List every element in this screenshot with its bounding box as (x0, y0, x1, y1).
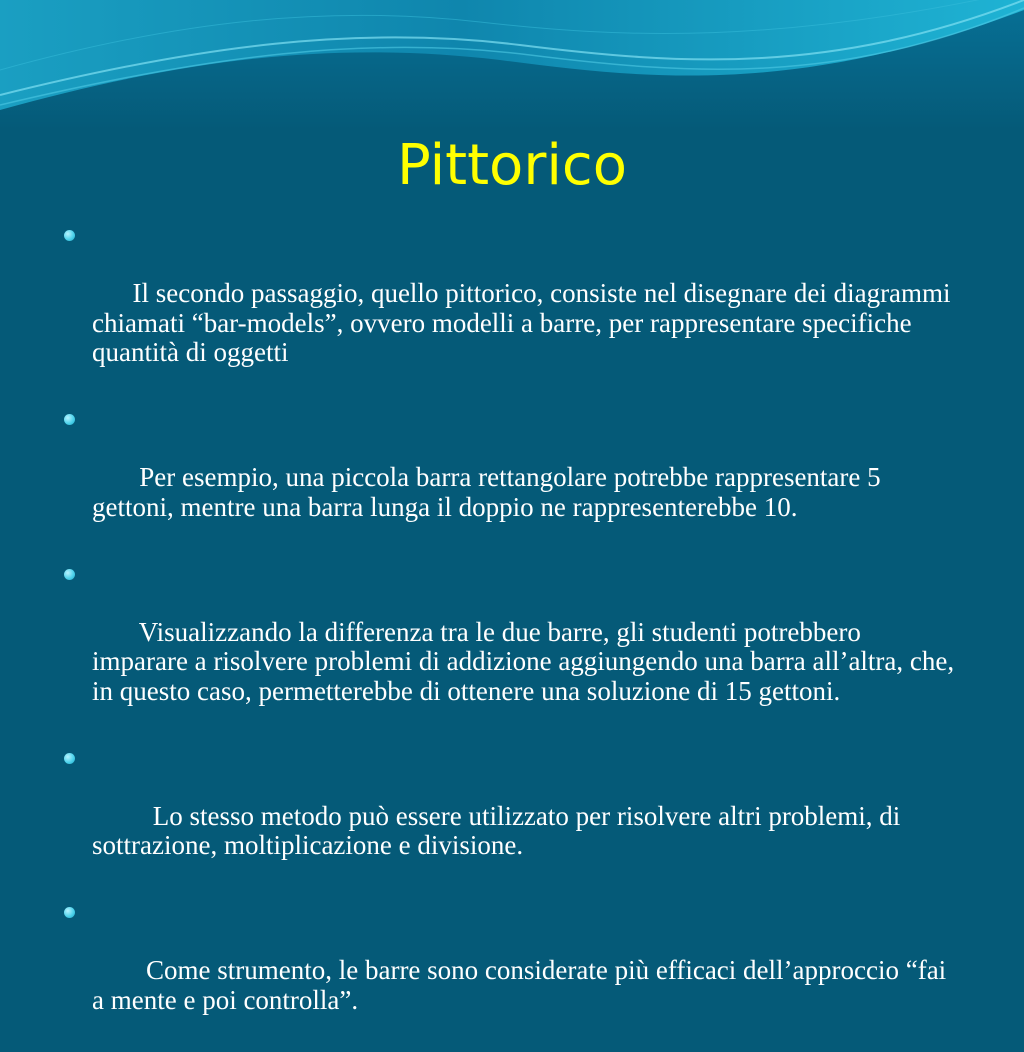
bullet-text: Visualizzando la differenza tra le due barre, gli studenti potrebbero imparare a risolvere problemi di addizione aggiungendo una barra all’altra, che, in questo caso, permetterebbe di ottenere una soluzione di 15 gettoni. (92, 616, 961, 706)
bullet-dot-icon (64, 753, 75, 764)
bullet-text: Il secondo passaggio, quello pittorico, consiste nel disegnare dei diagrammi chiamati “bar-models”, ovvero modelli a barre, per rappresentare specifiche quantità di oggetti (92, 278, 958, 367)
bullet-item (62, 897, 962, 1045)
bullet-text: Lo stesso metodo può essere utilizzato per risolvere altri problemi, di sottrazione, moltiplicazione e divisione. (92, 800, 908, 860)
bullet-item (62, 559, 962, 736)
bullet-dot-icon (64, 569, 75, 580)
bullet-text: Per esempio, una piccola barra rettangolare potrebbe rappresentare 5 gettoni, mentre una barra lunga il doppio ne rappresenterebbe 10. (92, 462, 888, 522)
bullet-item (62, 220, 962, 397)
bullet-dot-icon (64, 907, 75, 918)
bullet-list (62, 220, 962, 1052)
bullet-dot-icon (64, 230, 75, 241)
slide-title: Pittorico (397, 133, 627, 198)
bullet-dot-icon (64, 414, 75, 425)
bullet-item (62, 743, 962, 891)
bullet-text: Come strumento, le barre sono considerate più efficaci dell’approccio “fai a mente e poi controlla”. (92, 955, 953, 1015)
bullet-item (62, 404, 962, 552)
header-wave-decoration (0, 0, 1024, 130)
